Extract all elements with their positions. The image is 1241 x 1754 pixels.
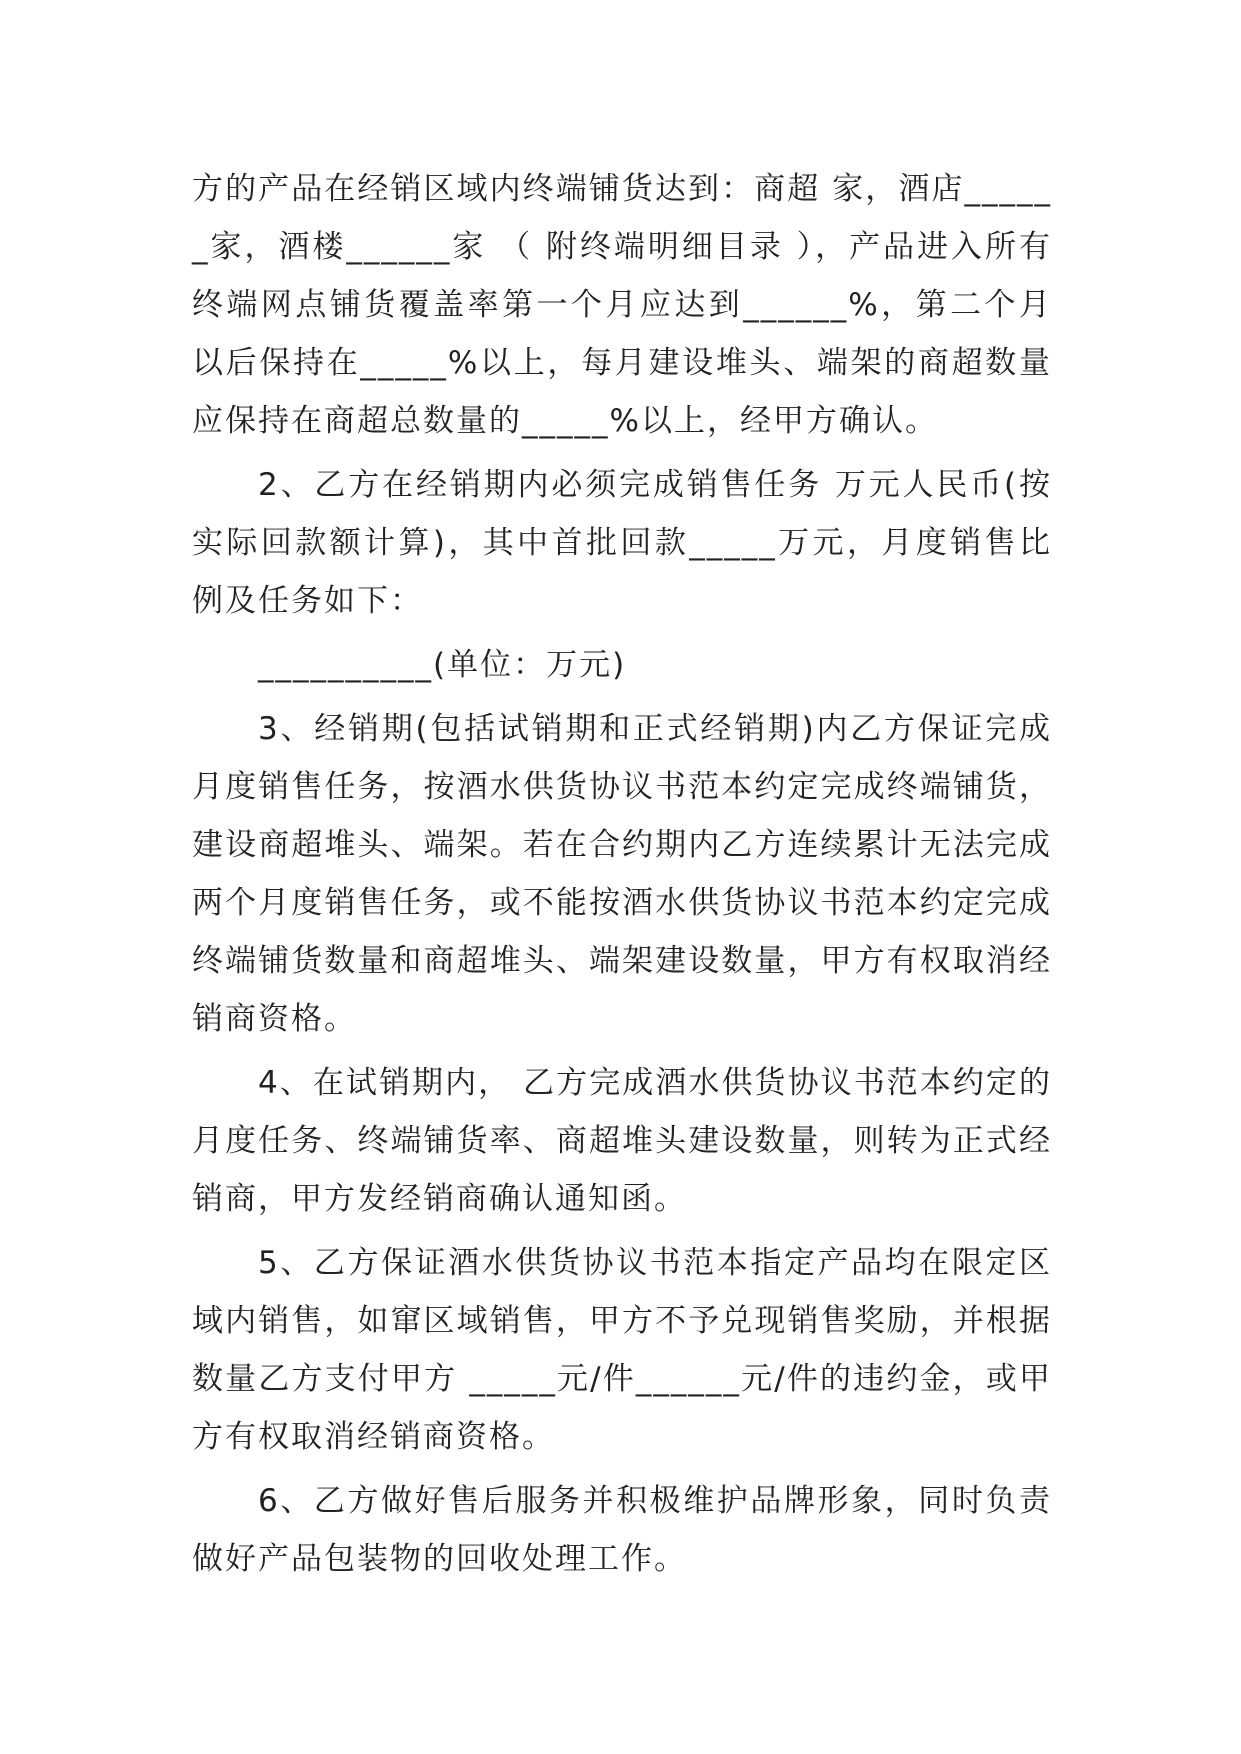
paragraph-sales-task: 2、乙方在经销期内必须完成销售任务 万元人民币(按实际回款额计算)，其中首批回款_____万元，月度销售比例及任务如下： <box>192 467 1052 619</box>
paragraph-terminal-coverage: 方的产品在经销区域内终端铺货达到：商超 家，酒店______家，酒楼______家 （ 附终端明细目录 ），产品进入所有终端网点铺货覆盖率第一个月应达到______%，第二个月以后保持在_____%以上，每月建设堆头、端架的商超数量应保持在商超总数量的_____%以上，经甲方确认。 <box>192 171 1052 439</box>
paragraph-after-sales: 6、乙方做好售后服务并积极维护品牌形象，同时负责做好产品包装物的回收处理工作。 <box>192 1483 1052 1577</box>
paragraph-trial-period: 4、在试销期内， 乙方完成酒水供货协议书范本约定的月度任务、终端铺货率、商超堆头建设数量，则转为正式经销商，甲方发经销商确认通知函。 <box>192 1065 1052 1217</box>
paragraph-unit-line: __________(单位：万元) <box>258 647 627 683</box>
document-body <box>192 160 1052 1594</box>
paragraph-monthly-task: 3、经销期(包括试销期和正式经销期)内乙方保证完成月度销售任务，按酒水供货协议书范本约定完成终端铺货，建设商超堆头、端架。若在合约期内乙方连续累计无法完成两个月度销售任务，或不能按酒水供货协议书范本约定完成终端铺货数量和商超堆头、端架建设数量，甲方有权取消经销商资格。 <box>192 711 1052 1037</box>
paragraph-region-restriction: 5、乙方保证酒水供货协议书范本指定产品均在限定区域内销售，如窜区域销售，甲方不予兑现销售奖励，并根据数量乙方支付甲方 _____元/件______元/件的违约金，或甲方有权取消经销商资格。 <box>192 1245 1052 1455</box>
